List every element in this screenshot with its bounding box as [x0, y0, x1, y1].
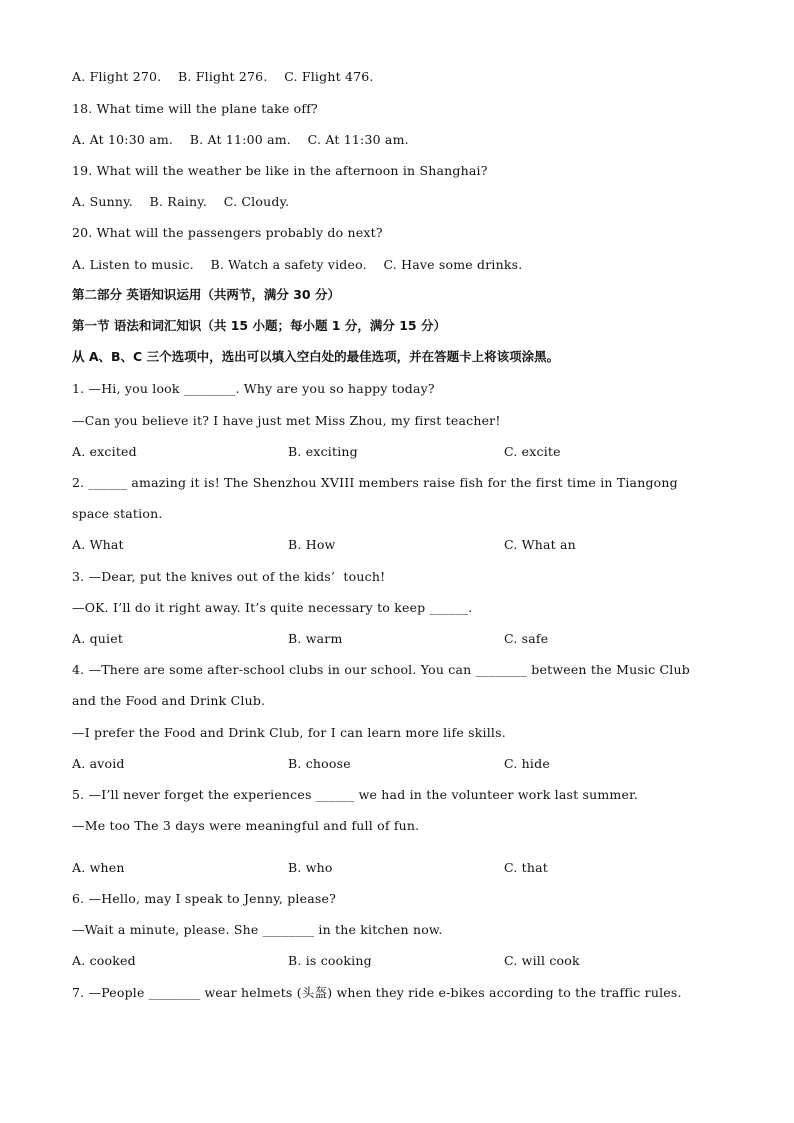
question-3: 3. —Dear, put the knives out of the kids’ touch! [72, 569, 386, 584]
q3-option-c: C. safe [504, 631, 549, 646]
q3-option-b: B. warm [288, 631, 343, 646]
q6-option-a: A. cooked [72, 953, 136, 968]
question-5: 5. —I’ll never forget the experiences ______ we had in the volunteer work last summer. [72, 787, 639, 802]
question-6-reply: —Wait a minute, please. She ________ in the kitchen now. [72, 922, 443, 937]
question-4-cont: and the Food and Drink Club. [72, 693, 266, 708]
q6-option-b: B. is cooking [288, 953, 372, 968]
q2-option-a: A. What [72, 537, 124, 552]
q18-options: A. At 10:30 am. B. At 11:00 am. C. At 11:30 am. [72, 132, 409, 147]
section-one-heading: 第一节 语法和词汇知识（共 15 小题；每小题 1 分，满分 15 分） [72, 318, 446, 333]
q5-option-a: A. when [72, 860, 125, 875]
q1-option-a: A. excited [72, 444, 137, 459]
q17-options: A. Flight 270. B. Flight 276. C. Flight 476. [72, 69, 374, 84]
q1-option-c: C. excite [504, 444, 561, 459]
q2-option-b: B. How [288, 537, 336, 552]
q20-options: A. Listen to music. B. Watch a safety video. C. Have some drinks. [72, 257, 523, 272]
q3-option-a: A. quiet [72, 631, 124, 646]
question-19: 19. What will the weather be like in the afternoon in Shanghai? [72, 163, 488, 178]
q1-option-b: B. exciting [288, 444, 358, 459]
q2-option-c: C. What an [504, 537, 576, 552]
question-2: 2. ______ amazing it is! The Shenzhou XVIII members raise fish for the first time in Tiangong [72, 475, 678, 490]
instructions: 从 A、B、C 三个选项中，选出可以填入空白处的最佳选项，并在答题卡上将该项涂黑。 [72, 349, 560, 364]
q19-options: A. Sunny. B. Rainy. C. Cloudy. [72, 194, 290, 209]
q4-option-b: B. choose [288, 756, 351, 771]
q4-option-a: A. avoid [72, 756, 125, 771]
question-2-cont: space station. [72, 506, 163, 521]
question-6: 6. —Hello, may I speak to Jenny, please? [72, 891, 336, 906]
question-20: 20. What will the passengers probably do next? [72, 225, 383, 240]
question-4-reply: —I prefer the Food and Drink Club, for I can learn more life skills. [72, 725, 506, 740]
part-two-heading: 第二部分 英语知识运用（共两节，满分 30 分） [72, 287, 340, 302]
question-4: 4. —There are some after-school clubs in our school. You can ________ between the Music Club [72, 662, 690, 677]
question-3-reply: —OK. I’ll do it right away. It’s quite necessary to keep ______. [72, 600, 473, 615]
question-5-reply: —Me too The 3 days were meaningful and full of fun. [72, 818, 420, 833]
question-18: 18. What time will the plane take off? [72, 101, 318, 116]
question-1-reply: —Can you believe it? I have just met Miss Zhou, my first teacher! [72, 413, 501, 428]
q5-option-c: C. that [504, 860, 549, 875]
q4-option-c: C. hide [504, 756, 550, 771]
q6-option-c: C. will cook [504, 953, 580, 968]
question-7: 7. —People ________ wear helmets (头盔) when they ride e-bikes according to the traffic rules. [72, 985, 682, 1000]
q5-option-b: B. who [288, 860, 333, 875]
question-1: 1. —Hi, you look ________. Why are you so happy today? [72, 381, 435, 396]
